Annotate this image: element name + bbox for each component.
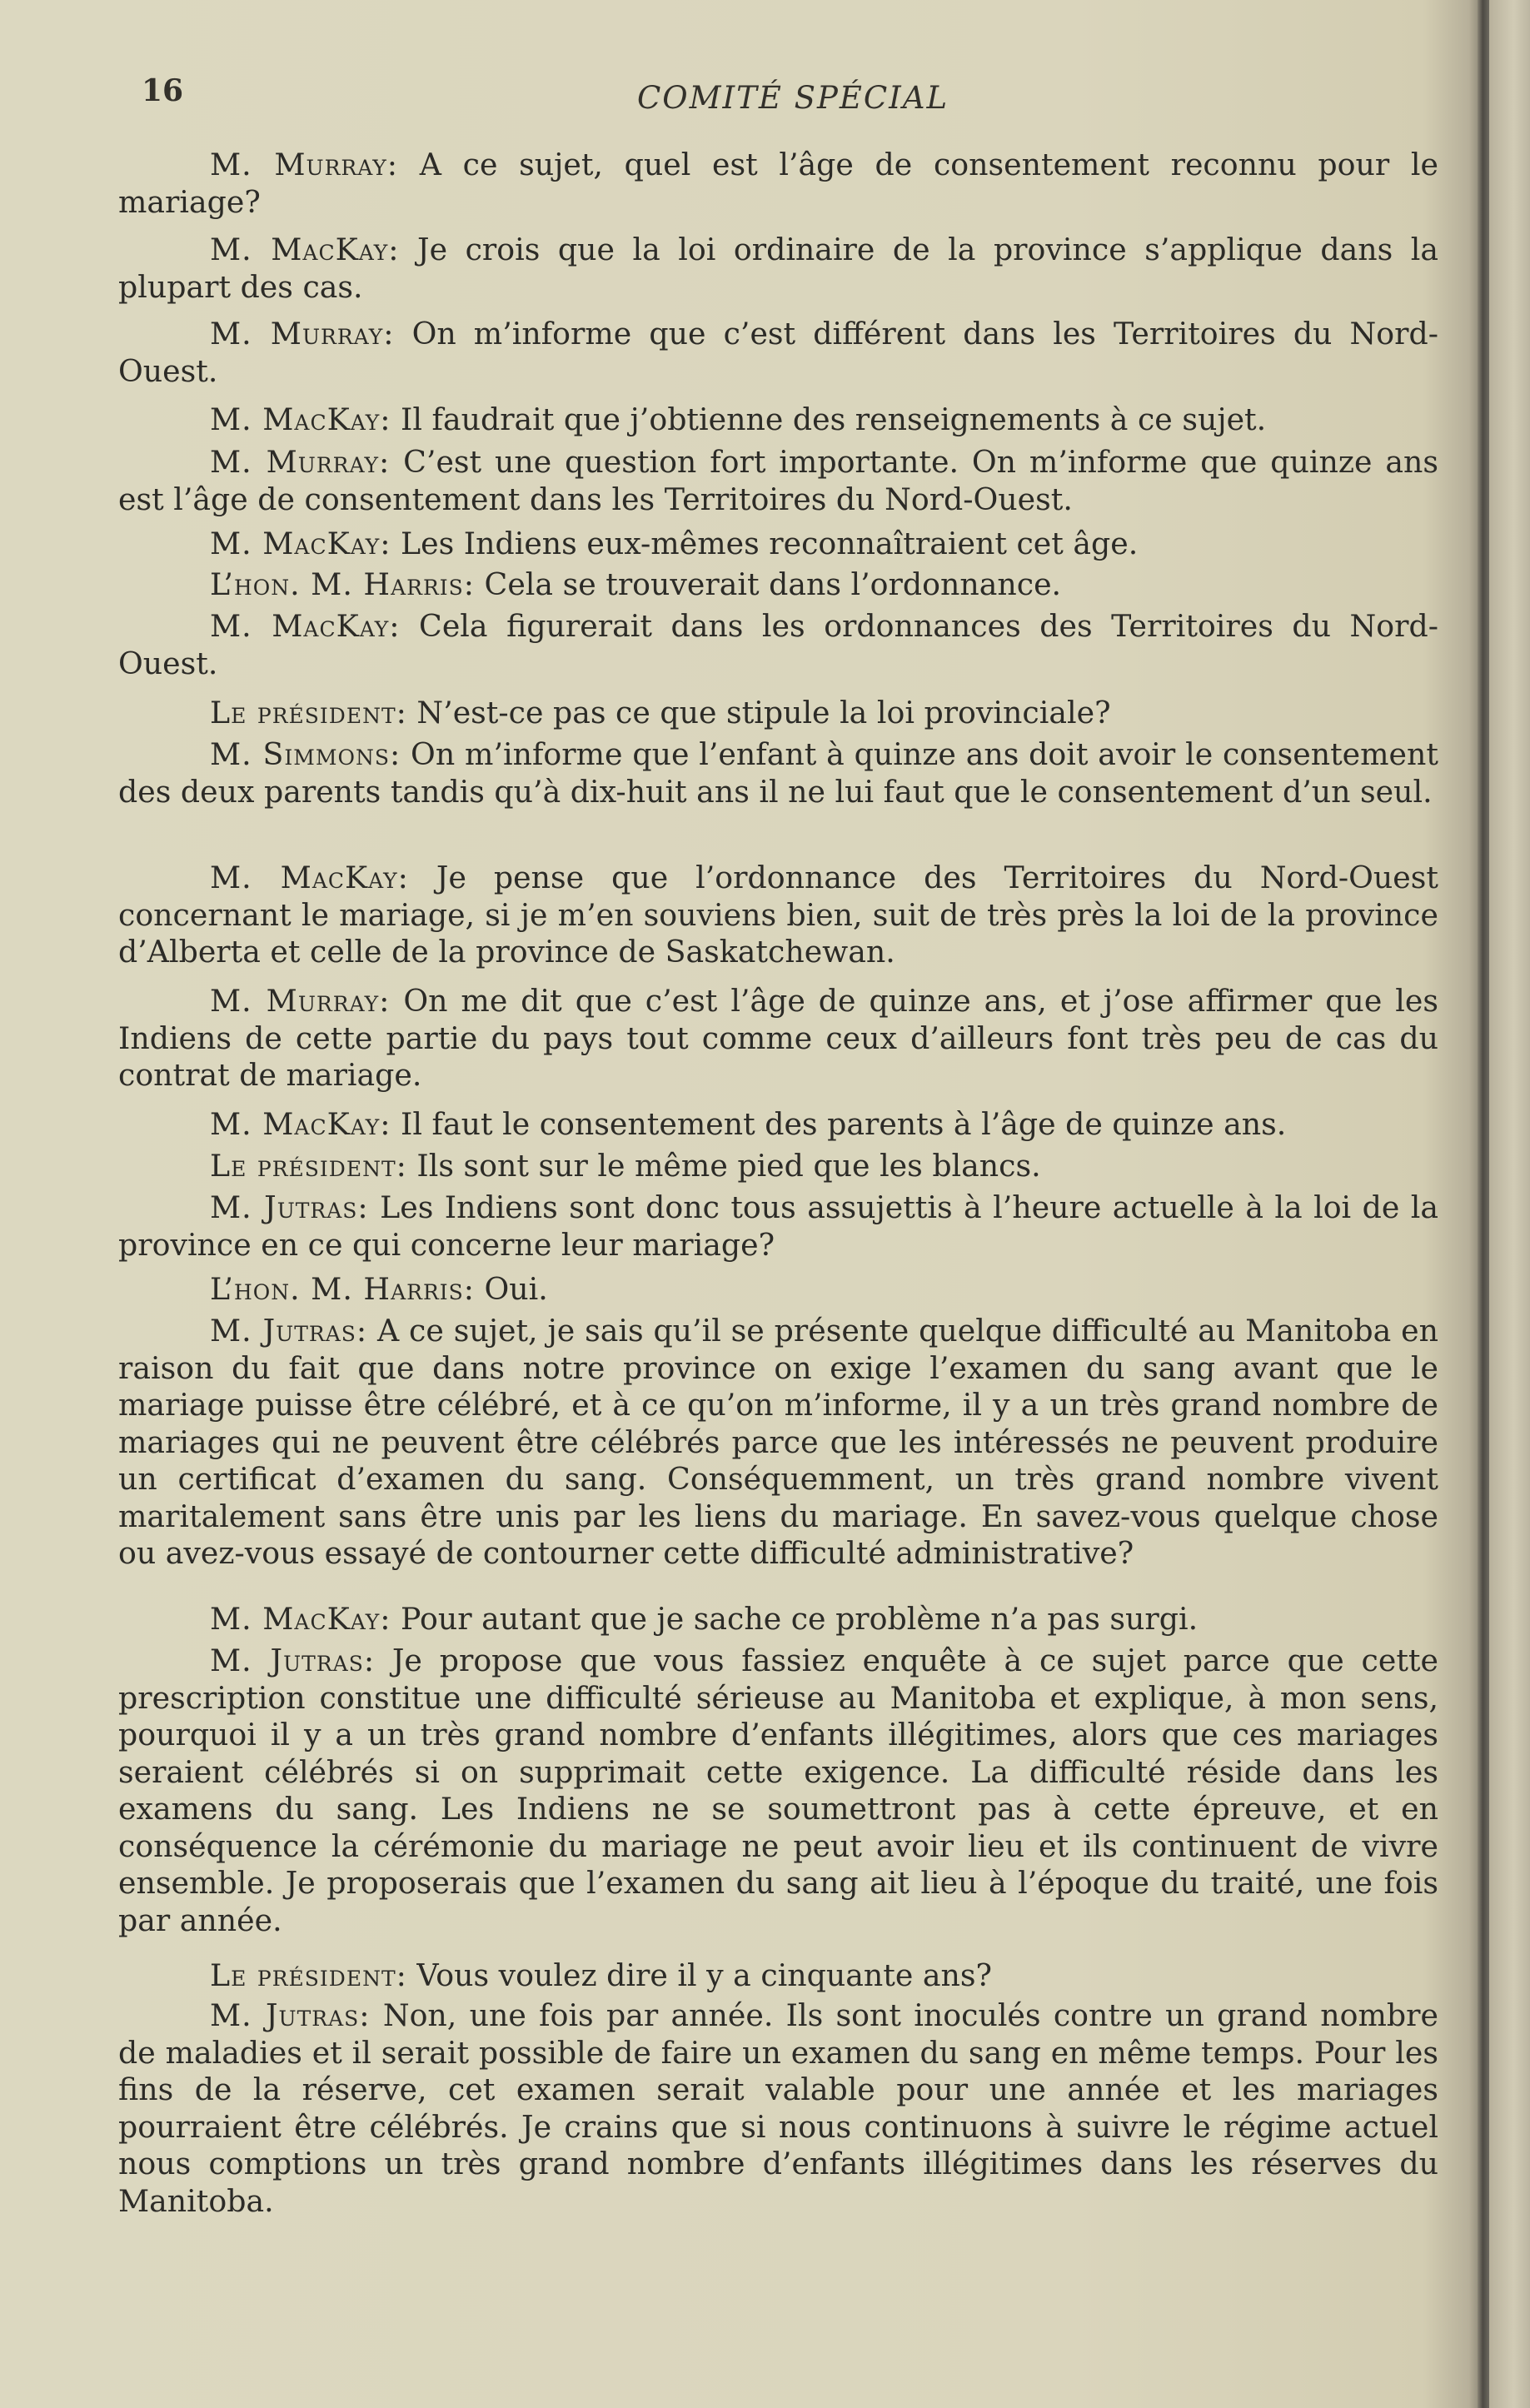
paragraph-text: A ce sujet, quel est l’âge de consentement reconnu pour le mariage? (118, 147, 1438, 220)
paragraph (118, 983, 1438, 1094)
paragraph-text: Non, une fois par année. Ils sont inoculés contre un grand nombre de maladies et il serait possible de faire un examen du sang en même temps. Pour les fins de la réserve, cet examen serait valable pour une année et les mariages pourraient être célébrés. Je crains que si nous continuons à suivre le régime actuel nous comptions un très grand nombre d’enfants illégitimes dans les réserves du Manitoba. (118, 1997, 1438, 2219)
paragraph (118, 401, 1438, 439)
speaker-name: M. MacKay: (210, 608, 401, 644)
paragraph (118, 1106, 1438, 1144)
paragraph (118, 860, 1438, 971)
book-spine-shadow (1478, 0, 1489, 2408)
page-edge (1489, 0, 1530, 2408)
paragraph (118, 232, 1438, 306)
paragraph (118, 566, 1438, 604)
paragraph (118, 1997, 1438, 2220)
speaker-name: M. Jutras: (210, 1189, 369, 1225)
speaker-name: Le président: (210, 695, 407, 730)
page-body (118, 147, 1438, 2246)
speaker-name: Le président: (210, 1957, 407, 1993)
speaker-name: M. MacKay: (210, 526, 391, 561)
paragraph (118, 1189, 1438, 1264)
paragraph-text: Je propose que vous fassiez enquête à ce sujet parce que cette prescription constitue une difficulté sérieuse au Manitoba et explique, à mon sens, pourquoi il y a un très grand nombre d’enfants illégitimes, alors que ces mariages seraient célébrés si on supprimait cette exigence. La difficulté réside dans les examens du sang. Les Indiens ne se soumettront pas à cette épreuve, et en conséquence la cérémonie du mariage ne peut avoir lieu et ils continuent de vivre ensemble. Je proposerais que l’examen du sang ait lieu à l’époque du traité, une fois par année. (118, 1643, 1438, 1938)
paragraph-text: Je pense que l’ordonnance des Territoires du Nord-Ouest concernant le mariage, si je m’en souviens bien, suit de très près la loi de la province d’Alberta et celle de la province de Saskatchewan. (118, 860, 1438, 970)
speaker-name: M. Jutras: (210, 1997, 371, 2033)
paragraph-text: C’est une question fort importante. On m’informe que quinze ans est l’âge de consentement dans les Territoires du Nord-Ouest. (118, 444, 1438, 517)
paragraph-text: Cela se trouverait dans l’ordonnance. (475, 566, 1062, 602)
paragraph-text: Je crois que la loi ordinaire de la province s’applique dans la plupart des cas. (118, 232, 1438, 305)
paragraph-text: Les Indiens sont donc tous assujettis à l’heure actuelle à la loi de la province en ce qui concerne leur mariage? (118, 1189, 1438, 1263)
speaker-name: M. MacKay: (210, 401, 391, 437)
speaker-name: M. Jutras: (210, 1313, 368, 1349)
speaker-name: L’hon. M. Harris: (210, 1271, 476, 1307)
speaker-name: M. Simmons: (210, 736, 401, 772)
paragraph-text: Il faut le consentement des parents à l’âge de quinze ans. (391, 1106, 1287, 1142)
paragraph-text: Ils sont sur le même pied que les blancs. (406, 1148, 1041, 1184)
paragraph (118, 1601, 1438, 1638)
page-number: 16 (142, 73, 184, 108)
speaker-name: M. MacKay: (210, 860, 409, 895)
paragraph (118, 444, 1438, 518)
speaker-name: M. Jutras: (210, 1643, 376, 1678)
speaker-name: M. Murray: (210, 147, 399, 182)
paragraph (118, 147, 1438, 221)
paragraph (118, 1313, 1438, 1573)
paragraph-text: A ce sujet, je sais qu’il se présente quelque difficulté au Manitoba en raison du fait que dans notre province on exige l’examen du sang avant que le mariage puisse être célébré, et à ce qu’on m’informe, il y a un très grand nombre de mariages qui ne peuvent être célébrés parce que les intéressés ne peuvent produire un certificat d’examen du sang. Conséquemment, un très grand nombre vivent maritalement sans être unis par les liens du mariage. En savez-vous quelque chose ou avez-vous essayé de contourner cette difficulté administrative? (118, 1313, 1438, 1571)
paragraph-text: On m’informe que l’enfant à quinze ans doit avoir le consentement des deux parents tandis qu’à dix-huit ans il ne lui faut que le consentement d’un seul. (118, 736, 1438, 810)
paragraph (118, 1271, 1438, 1309)
paragraph-text: Pour autant que je sache ce problème n’a pas surgi. (391, 1601, 1199, 1637)
paragraph-text: N’est-ce pas ce que stipule la loi provinciale? (406, 695, 1111, 730)
paragraph-text: On m’informe que c’est différent dans les Territoires du Nord-Ouest. (118, 316, 1438, 389)
paragraph-text: Vous voulez dire il y a cinquante ans? (406, 1957, 992, 1993)
paragraph-text: On me dit que c’est l’âge de quinze ans, et j’ose affirmer que les Indiens de cette partie du pays tout comme ceux d’ailleurs font très peu de cas du contrat de mariage. (118, 983, 1438, 1093)
paragraph (118, 316, 1438, 390)
paragraph-text: Il faudrait que j’obtienne des renseignements à ce sujet. (391, 401, 1267, 437)
speaker-name: M. Murray: (210, 983, 391, 1019)
paragraph-text: Oui. (475, 1271, 548, 1307)
paragraph-text: Cela figurerait dans les ordonnances des Territoires du Nord-Ouest. (118, 608, 1439, 681)
speaker-name: M. Murray: (210, 444, 391, 480)
paragraph-text: Les Indiens eux-mêmes reconnaîtraient cet âge. (391, 526, 1139, 561)
page-header (142, 73, 1433, 123)
speaker-name: L’hon. M. Harris: (210, 566, 476, 602)
paragraph (118, 608, 1438, 682)
paragraph (118, 1643, 1438, 1939)
paragraph (118, 695, 1438, 732)
speaker-name: M. MacKay: (210, 1601, 391, 1637)
paragraph (118, 1148, 1438, 1185)
paragraph (118, 736, 1438, 810)
paragraph (118, 1957, 1438, 1995)
running-title: COMITÉ SPÉCIAL (637, 80, 949, 116)
speaker-name: M. Murray: (210, 316, 395, 351)
paragraph (118, 526, 1438, 563)
speaker-name: M. MacKay: (210, 1106, 391, 1142)
speaker-name: Le président: (210, 1148, 407, 1184)
speaker-name: M. MacKay: (210, 232, 400, 267)
